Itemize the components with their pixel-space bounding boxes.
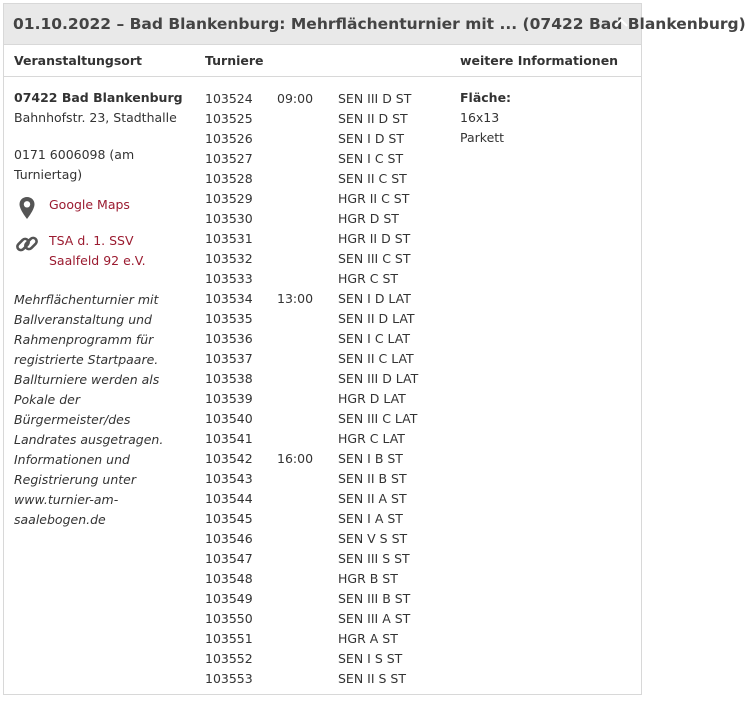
tournament-class: SEN II S ST xyxy=(338,671,406,686)
tournament-class: SEN I A ST xyxy=(338,511,403,526)
event-title: 01.10.2022 – Bad Blankenburg: Mehrflächenturnier mit ... (07422 Bad Blankenburg) xyxy=(13,15,746,33)
tournament-id: 103531 xyxy=(205,231,253,246)
tournament-class: HGR C LAT xyxy=(338,431,405,446)
floor-type: Parkett xyxy=(460,130,505,145)
tournament-id: 103539 xyxy=(205,391,253,406)
tournament-class: HGR D LAT xyxy=(338,391,406,406)
tournament-id: 103540 xyxy=(205,411,253,426)
tournament-id: 103530 xyxy=(205,211,253,226)
tournament-time: 09:00 xyxy=(277,91,314,106)
tournament-row xyxy=(4,490,454,510)
tournament-row xyxy=(4,410,454,430)
chevron-up-icon[interactable] xyxy=(611,13,631,33)
tournament-row xyxy=(4,430,454,450)
tournament-id: 103537 xyxy=(205,351,253,366)
tournament-class: SEN I S ST xyxy=(338,651,403,666)
tournament-class: SEN II D LAT xyxy=(338,311,415,326)
tournament-id: 103529 xyxy=(205,191,253,206)
tournament-class: SEN III A ST xyxy=(338,611,411,626)
tournament-row xyxy=(4,470,454,490)
tournament-class: SEN III S ST xyxy=(338,551,410,566)
tournament-class: HGR C ST xyxy=(338,271,399,286)
tournament-class: HGR II C ST xyxy=(338,191,410,206)
tournament-time: 13:00 xyxy=(277,291,314,306)
tournament-id: 103544 xyxy=(205,491,253,506)
tournament-class: SEN III D LAT xyxy=(338,371,419,386)
floor-size: 16x13 xyxy=(460,110,500,125)
tournament-class: SEN III C ST xyxy=(338,251,411,266)
tournament-id: 103527 xyxy=(205,151,253,166)
tournament-class: HGR B ST xyxy=(338,571,398,586)
tournament-row xyxy=(4,630,454,650)
tournament-row xyxy=(4,510,454,530)
tournament-class: HGR A ST xyxy=(338,631,398,646)
tournament-row xyxy=(4,110,454,130)
tournament-id: 103526 xyxy=(205,131,253,146)
tournament-row xyxy=(4,530,454,550)
tournament-row xyxy=(4,650,454,670)
tournament-row xyxy=(4,210,454,230)
tournament-row xyxy=(4,570,454,590)
tournament-time: 16:00 xyxy=(277,451,314,466)
tournament-row xyxy=(4,610,454,630)
tournament-id: 103533 xyxy=(205,271,253,286)
tournament-class: SEN I B ST xyxy=(338,451,403,466)
tournament-row xyxy=(4,350,454,370)
tournament-row xyxy=(4,590,454,610)
tournament-class: HGR II D ST xyxy=(338,231,411,246)
tournament-class: SEN II C LAT xyxy=(338,351,414,366)
tournament-id: 103547 xyxy=(205,551,253,566)
panel-header[interactable] xyxy=(4,4,746,45)
tournament-class: SEN I C LAT xyxy=(338,331,410,346)
google-maps-link[interactable]: Google Maps xyxy=(49,197,130,212)
tournament-row xyxy=(4,150,454,170)
floor-area-label: Fläche: xyxy=(460,90,512,105)
tournament-id: 103535 xyxy=(205,311,253,326)
tournament-row xyxy=(4,270,454,290)
column-header-tournaments: Turniere xyxy=(205,53,264,68)
column-header-row xyxy=(4,45,641,77)
tournament-class: SEN I C ST xyxy=(338,151,404,166)
tournament-row xyxy=(4,390,454,410)
column-header-info: weitere Informationen xyxy=(460,53,619,68)
venue-phone: 0171 6006098 (am Turniertag) xyxy=(14,147,135,182)
tournament-id: 103552 xyxy=(205,651,253,666)
tournament-row xyxy=(4,90,454,110)
tournament-row xyxy=(4,310,454,330)
venue-street: Bahnhofstr. 23, Stadthalle xyxy=(14,110,177,125)
tournament-class: SEN III D ST xyxy=(338,91,412,106)
tournament-id: 103546 xyxy=(205,531,253,546)
tournament-class: SEN II C ST xyxy=(338,171,407,186)
tournament-id: 103536 xyxy=(205,331,253,346)
event-panel xyxy=(3,3,746,695)
tournament-row xyxy=(4,190,454,210)
tournament-class: SEN I D ST xyxy=(338,131,404,146)
tournament-id: 103550 xyxy=(205,611,253,626)
tournament-row xyxy=(4,330,454,350)
tournament-id: 103524 xyxy=(205,91,253,106)
tournament-row xyxy=(4,250,454,270)
tournament-id: 103538 xyxy=(205,371,253,386)
tournament-class: SEN V S ST xyxy=(338,531,408,546)
tournament-row xyxy=(4,670,454,690)
tournament-id: 103548 xyxy=(205,571,253,586)
tournament-id: 103534 xyxy=(205,291,253,306)
tournament-row xyxy=(4,290,454,310)
tournament-row xyxy=(4,370,454,390)
tournament-class: SEN II A ST xyxy=(338,491,407,506)
venue-name: 07422 Bad Blankenburg xyxy=(14,90,183,105)
tournament-class: SEN II D ST xyxy=(338,111,408,126)
tournament-row xyxy=(4,230,454,250)
tournament-id: 103541 xyxy=(205,431,253,446)
tournament-class: SEN III C LAT xyxy=(338,411,418,426)
column-header-venue: Veranstaltungsort xyxy=(14,53,142,68)
tournament-row xyxy=(4,550,454,570)
tournament-id: 103542 xyxy=(205,451,253,466)
tournament-id: 103543 xyxy=(205,471,253,486)
tournament-id: 103528 xyxy=(205,171,253,186)
tournament-class: SEN II B ST xyxy=(338,471,407,486)
tournament-id: 103553 xyxy=(205,671,253,686)
tournament-id: 103545 xyxy=(205,511,253,526)
tournament-id: 103532 xyxy=(205,251,253,266)
tournament-row xyxy=(4,450,454,470)
tournament-id: 103549 xyxy=(205,591,253,606)
tournament-row xyxy=(4,130,454,150)
tournament-row xyxy=(4,170,454,190)
tournament-id: 103525 xyxy=(205,111,253,126)
event-description: Mehrflächenturnier mit Ballveranstaltung und Rahmenprogramm für registrierte Startpaare. Ballturniere werden als Pokale der Bürgermeister/des Landrates ausgetragen. Informationen und Registrierung unter www.turnier-am-saalebogen.de xyxy=(14,292,164,527)
tournament-class: SEN I D LAT xyxy=(338,291,411,306)
tournament-class: HGR D ST xyxy=(338,211,399,226)
tournament-id: 103551 xyxy=(205,631,253,646)
club-link[interactable]: TSA d. 1. SSV Saalfeld 92 e.V. xyxy=(49,233,146,268)
tournament-class: SEN III B ST xyxy=(338,591,411,606)
